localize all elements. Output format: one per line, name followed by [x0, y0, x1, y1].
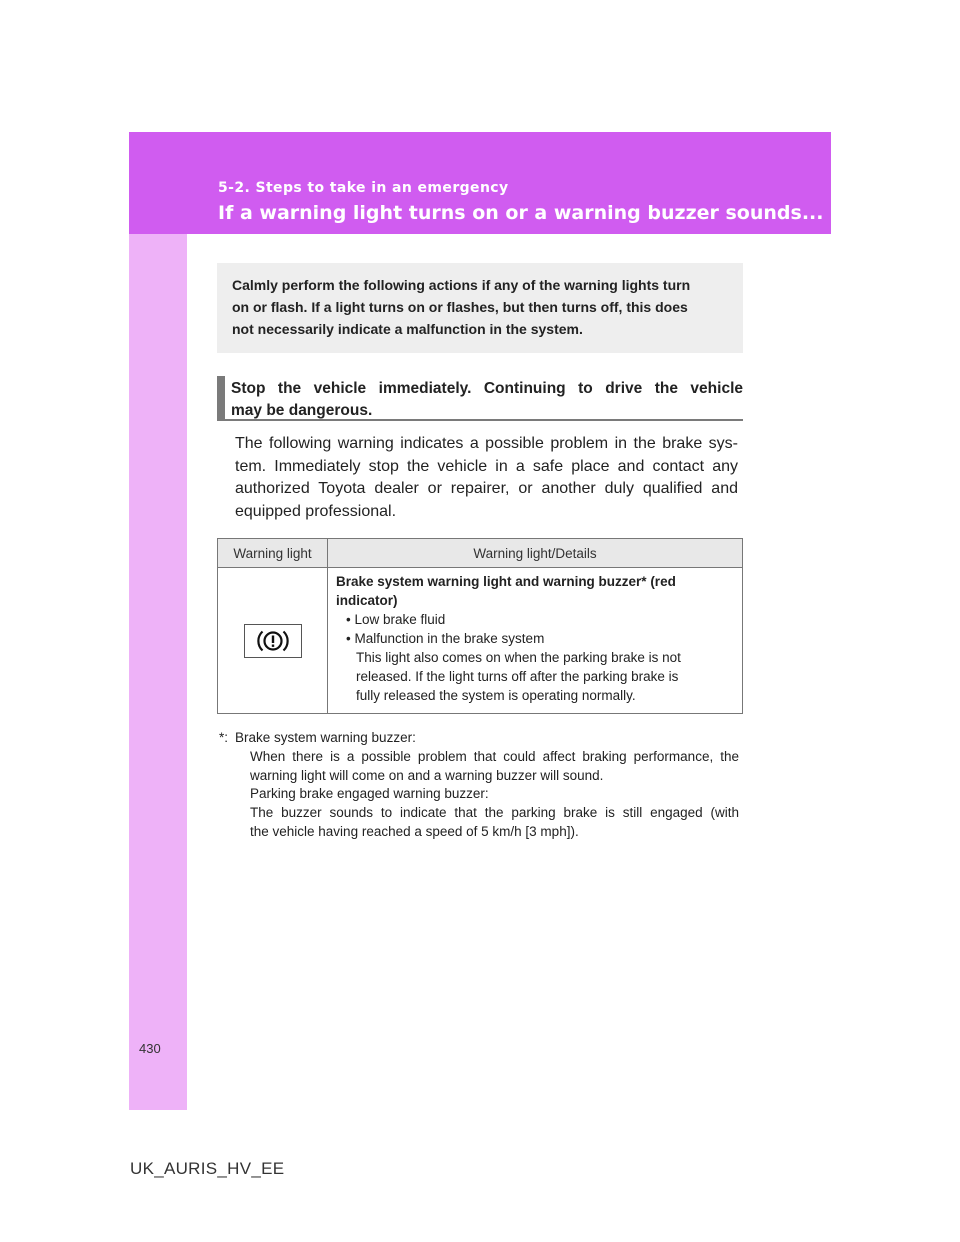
table-header-row	[218, 539, 743, 568]
page-title: If a warning light turns on or a warning buzzer sounds...	[218, 202, 824, 224]
intro-line: not necessarily indicate a malfunction in the system.	[232, 321, 583, 337]
column-header-warning-light: Warning light	[218, 539, 328, 568]
body-paragraph	[235, 433, 738, 523]
body-line: The following warning indicates a possible problem in the brake sys-	[235, 435, 738, 452]
page-number: 430	[139, 1041, 161, 1056]
details-cell	[328, 568, 743, 714]
brake-warning-icon	[244, 624, 302, 658]
column-header-details: Warning light/Details	[328, 539, 743, 568]
detail-note-line: released. If the light turns off after the parking brake is	[356, 669, 679, 684]
alert-heading	[217, 376, 743, 421]
footnote-text-line: warning light will come on and a warning buzzer will sound.	[250, 767, 604, 783]
section-label: 5-2. Steps to take in an emergency	[218, 180, 509, 196]
footnote-heading: Parking brake engaged warning buzzer:	[250, 786, 489, 802]
footnote-text-line: The buzzer sounds to indicate that the parking brake is still engaged (with	[250, 805, 739, 821]
detail-note-line: fully released the system is operating normally.	[356, 688, 636, 703]
warning-light-cell	[218, 568, 328, 714]
footnote-text-line: When there is a possible problem that could affect braking performance, the	[250, 748, 739, 764]
footnote-mark: *:	[219, 730, 229, 745]
detail-note-line: This light also comes on when the parking brake is not	[356, 650, 681, 665]
table-row	[218, 568, 743, 714]
detail-title-line: indicator)	[336, 593, 398, 608]
alert-line: Stop the vehicle immediately. Continuing to drive the vehicle	[231, 380, 743, 397]
intro-line: on or flash. If a light turns on or flashes, but then turns off, this does	[232, 299, 688, 315]
body-line: equipped professional.	[235, 502, 397, 520]
body-line: authorized Toyota dealer or repairer, or another duly qualified and	[235, 480, 738, 497]
document-code: UK_AURIS_HV_EE	[130, 1159, 285, 1178]
alert-line: may be dangerous.	[231, 402, 373, 419]
intro-box	[217, 263, 743, 353]
detail-bullet: • Low brake fluid	[346, 612, 446, 627]
intro-line: Calmly perform the following actions if any of the warning lights turn	[232, 277, 691, 293]
body-line: tem. Immediately stop the vehicle in a safe place and contact any	[235, 457, 738, 475]
detail-title-line: Brake system warning light and warning buzzer* (red	[336, 574, 676, 589]
footnote-heading: Brake system warning buzzer:	[235, 730, 416, 745]
side-band	[129, 234, 187, 1110]
footnote	[219, 729, 739, 842]
warning-table	[217, 538, 743, 714]
footnote-text-line: the vehicle having reached a speed of 5 km/h [3 mph]).	[250, 823, 579, 839]
detail-bullet: • Malfunction in the brake system	[346, 631, 545, 646]
